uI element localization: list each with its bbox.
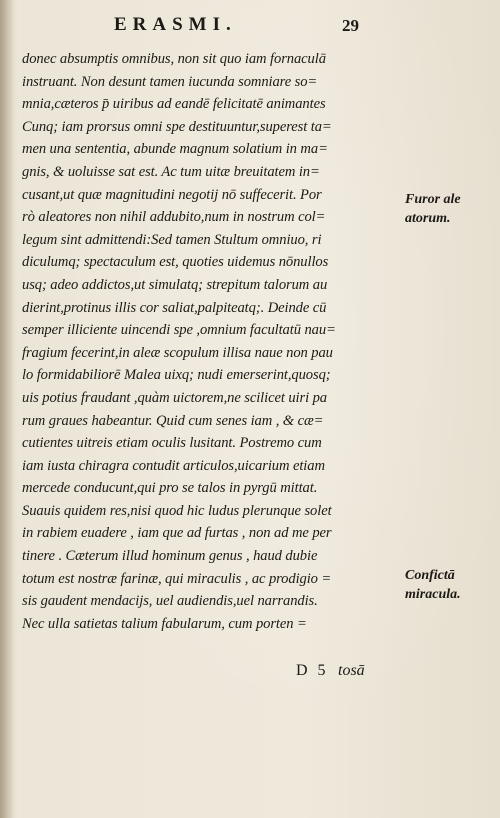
catchword: tosā [338, 662, 365, 679]
text-line: dierint,protinus illis cor saliat,palpiteatq;. Deinde cū [22, 299, 327, 316]
marginal-note-furor-aleatorum [405, 190, 461, 228]
text-line: lo formidabiliorē Malea uixq; nudi emerserint,quosq; [22, 367, 331, 384]
text-line: cutientes uitreis etiam oculis lusitant. Postremo cum [22, 435, 322, 452]
text-line: donec absumptis omnibus, non sit quo iam fornaculā [22, 51, 326, 67]
text-line: iam iusta chiragra contudit articulos,uicarium etiam [22, 457, 325, 474]
body-text [22, 48, 394, 635]
text-line: cusant,ut quæ magnitudini negotij nō suffecerit. Por [22, 186, 322, 203]
text-line: mnia,cæteros p̄ uiribus ad eandē felicitatē animantes [22, 96, 326, 113]
text-line: gnis, & uoluisse sat est. Ac tum uitæ breuitatem in= [22, 163, 320, 180]
text-line: rò aleatores non nihil addubito,num in nostrum col= [22, 209, 326, 226]
page-number: 29 [342, 16, 359, 35]
text-line: Nec ulla satietas talium fabularum, cum porten = [22, 615, 307, 632]
text-line: diculumq; spectaculum est, quoties uidemus nōnullos [22, 254, 329, 271]
text-line: uis potius fraudant ,quàm uictorem,ne scilicet uiri pa [22, 389, 327, 406]
text-line: legum sint admittendi:Sed tamen Stultum omniuo, ri [22, 231, 322, 248]
signature-mark: D 5 [296, 662, 329, 679]
running-head: ERASMI. [114, 14, 237, 35]
text-line: instruant. Non desunt tamen iucunda somniare so= [22, 73, 318, 90]
text-line: rum graues habeantur. Quid cum senes iam , & cæ= [22, 412, 324, 429]
page-footer [0, 662, 500, 688]
text-line: men una sententia, abunde magnum solatium in ma= [22, 141, 328, 158]
text-line: Suauis quidem res,nisi quod hic ludus plerunque solet [22, 502, 332, 519]
binding-gutter-shadow [0, 0, 14, 818]
text-line: mercede conducunt,qui pro se talos in pyrgū mittat. [22, 480, 318, 497]
marginal-note-line: miracula. [405, 587, 461, 602]
text-line: usq; adeo addictos,ut simulatq; strepitum talorum au [22, 276, 328, 293]
text-line: tinere . Cæterum illud hominum genus , haud dubie [22, 548, 318, 565]
text-line: Cunq; iam prorsus omni spe destituuntur,superest ta= [22, 118, 332, 135]
marginal-note-line: Confictā [405, 568, 455, 583]
marginal-note-conficta-miracula [405, 566, 461, 604]
text-line: sis gaudent mendacijs, uel audiendis,uel narrandis. [22, 593, 318, 610]
page-header [0, 14, 500, 42]
text-line: semper illiciente uincendi spe ,omnium facultatū nau= [22, 322, 336, 339]
marginal-note-line: atorum. [405, 211, 451, 226]
marginal-note-line: Furor ale [405, 192, 461, 207]
text-line: fragium fecerint,in aleæ scopulum illisa naue non pau [22, 344, 333, 361]
text-line: totum est nostræ farinæ, qui miraculis , ac prodigio = [22, 570, 332, 587]
text-line: in rabiem euadere , iam que ad furtas , non ad me per [22, 525, 332, 542]
